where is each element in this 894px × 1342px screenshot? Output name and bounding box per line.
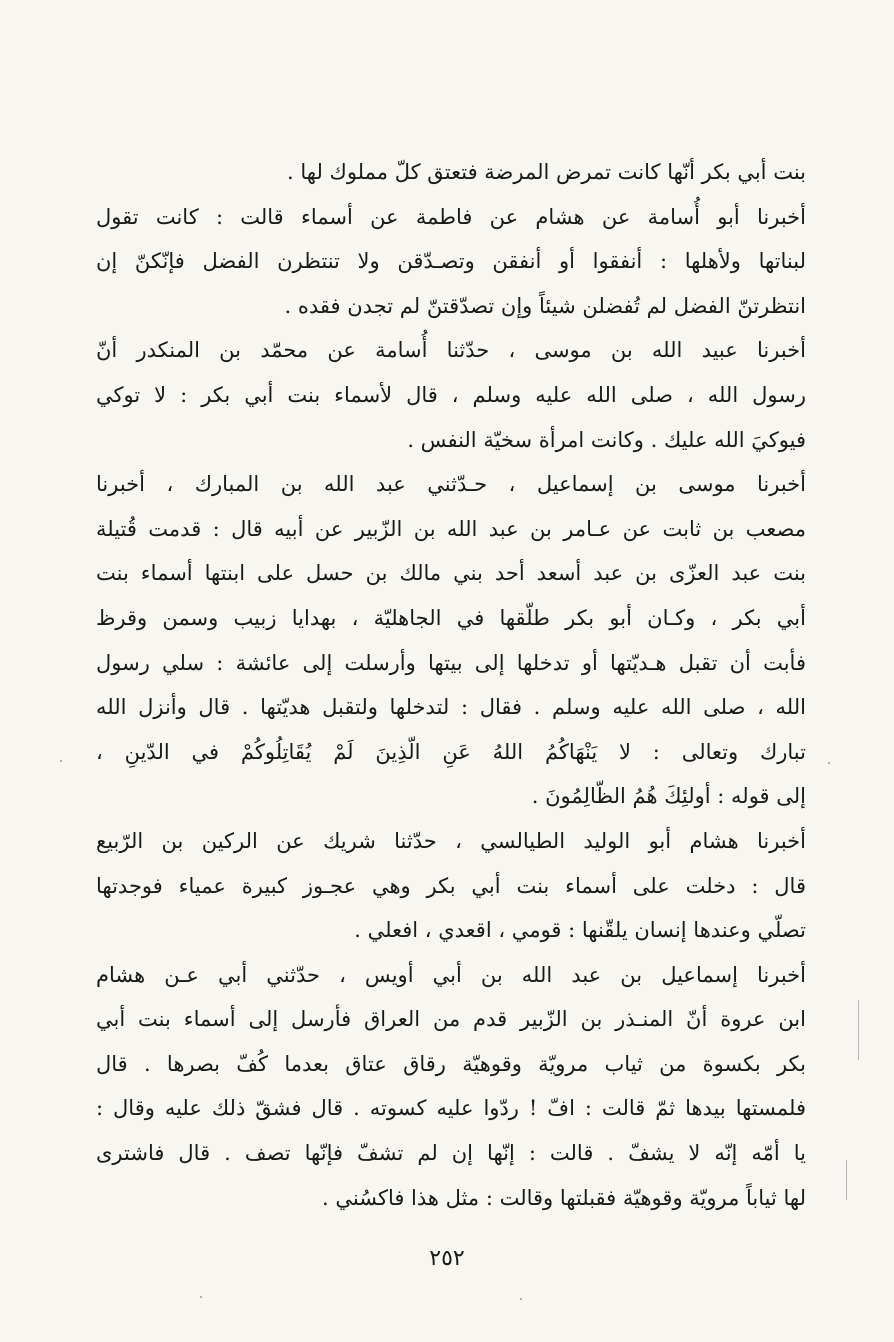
text-line: ابن عروة أنّ المنـذر بن الزّبير قدم من العراق فأرسل إلى أسماء بنت أبي (96, 1007, 806, 1032)
text-line: تبارك وتعالى : لا يَنْهَاكُمُ اللهُ عَنِ الّذِينَ لَمْ يُقَاتِلُوكُمْ في الدّينِ ، (96, 739, 806, 764)
page-number: ٢٥٢ (429, 1246, 465, 1271)
scan-artifact (828, 762, 830, 764)
scan-artifact (846, 1160, 847, 1200)
text-line: بنت عبد العزّى بن عبد أسعد أحد بني مالك بن حسل على ابنتها أسماء بنت (96, 561, 806, 586)
text-line: فيوكيَ الله عليك . وكانت امرأة سخيّة النفس . (407, 427, 806, 452)
text-line: فأبت أن تقبل هـديّتها أو تدخلها إلى بيتها وأرسلت إلى عائشة : سلي رسول (96, 650, 806, 675)
text-line: مصعب بن ثابت عن عـامر بن عبد الله بن الزّبير عن أبيه قال : قدمت قُتيلة (96, 516, 806, 541)
text-line: فلمستها بيدها ثمّ قالت : افّ ! ردّوا عليه كسوته . قال فشقّ ذلك عليه وقال : (96, 1096, 806, 1121)
text-line: انتظرتنّ الفضل لم تُفضلن شيئاً وإن تصدّقتنّ لم تجدن فقده . (284, 293, 806, 318)
scan-artifact (858, 1000, 859, 1060)
text-line: رسول الله ، صلى الله عليه وسلم ، قال لأسماء بنت أبي بكر : لا توكي (96, 382, 806, 407)
text-line: تصلّي وعندها إنسان يلقّنها : قومي ، اقعدي ، افعلي . (354, 918, 806, 943)
text-line: لها ثياباً مرويّة وقوهيّة فقبلتها وقالت : مثل هذا فاكسُني . (322, 1185, 806, 1210)
scan-artifact (200, 1296, 202, 1298)
text-line: لبناتها ولأهلها : أنفقوا أو أنفقن وتصـدّقن ولا تنتظرن الفضل فإنّكنّ إن (96, 249, 806, 274)
text-line: بكر بكسوة من ثياب مرويّة وقوهيّة رقاق عتاق بعدما كُفّ بصرها . قال (96, 1051, 806, 1076)
text-line: أخبرنا إسماعيل بن عبد الله بن أبي أويس ، حدّثني أبي عـن هشام (96, 962, 806, 987)
text-line: يا أمّه إنّه لا يشفّ . قالت : إنّها إن لم تشفّ فإنّها تصف . قال فاشترى (96, 1141, 806, 1166)
text-line: أخبرنا أبو أُسامة عن هشام عن فاطمة عن أسماء قالت : كانت تقول (96, 204, 806, 229)
text-line: إلى قوله : أولئِكَ هُمُ الظّالِمُونَ . (531, 784, 806, 809)
text-line: الله ، صلى الله عليه وسلم . فقال : لتدخلها ولتقبل هديّتها . قال وأنزل الله (96, 695, 806, 720)
text-line: أخبرنا موسى بن إسماعيل ، حـدّثني عبد الله بن المبارك ، أخبرنا (96, 472, 806, 497)
text-line: أبي بكر ، وكـان أبو بكر طلّقها في الجاهليّة ، بهدايا زبيب وسمن وقرظ (96, 605, 806, 630)
body-text (96, 150, 806, 1220)
text-line: بنت أبي بكر أنّها كانت تمرض المرضة فتعتق كلّ مملوك لها . (287, 160, 806, 184)
scan-artifact (520, 1298, 522, 1300)
text-line: أخبرنا هشام أبو الوليد الطيالسي ، حدّثنا شريك عن الركين بن الرّبيع (96, 828, 806, 853)
text-line: قال : دخلت على أسماء بنت أبي بكر وهي عجـوز كبيرة عمياء فوجدتها (96, 873, 806, 898)
text-line: أخبرنا عبيد الله بن موسى ، حدّثنا أُسامة عن محمّد بن المنكدر أنّ (96, 338, 806, 363)
scan-artifact (60, 760, 62, 762)
